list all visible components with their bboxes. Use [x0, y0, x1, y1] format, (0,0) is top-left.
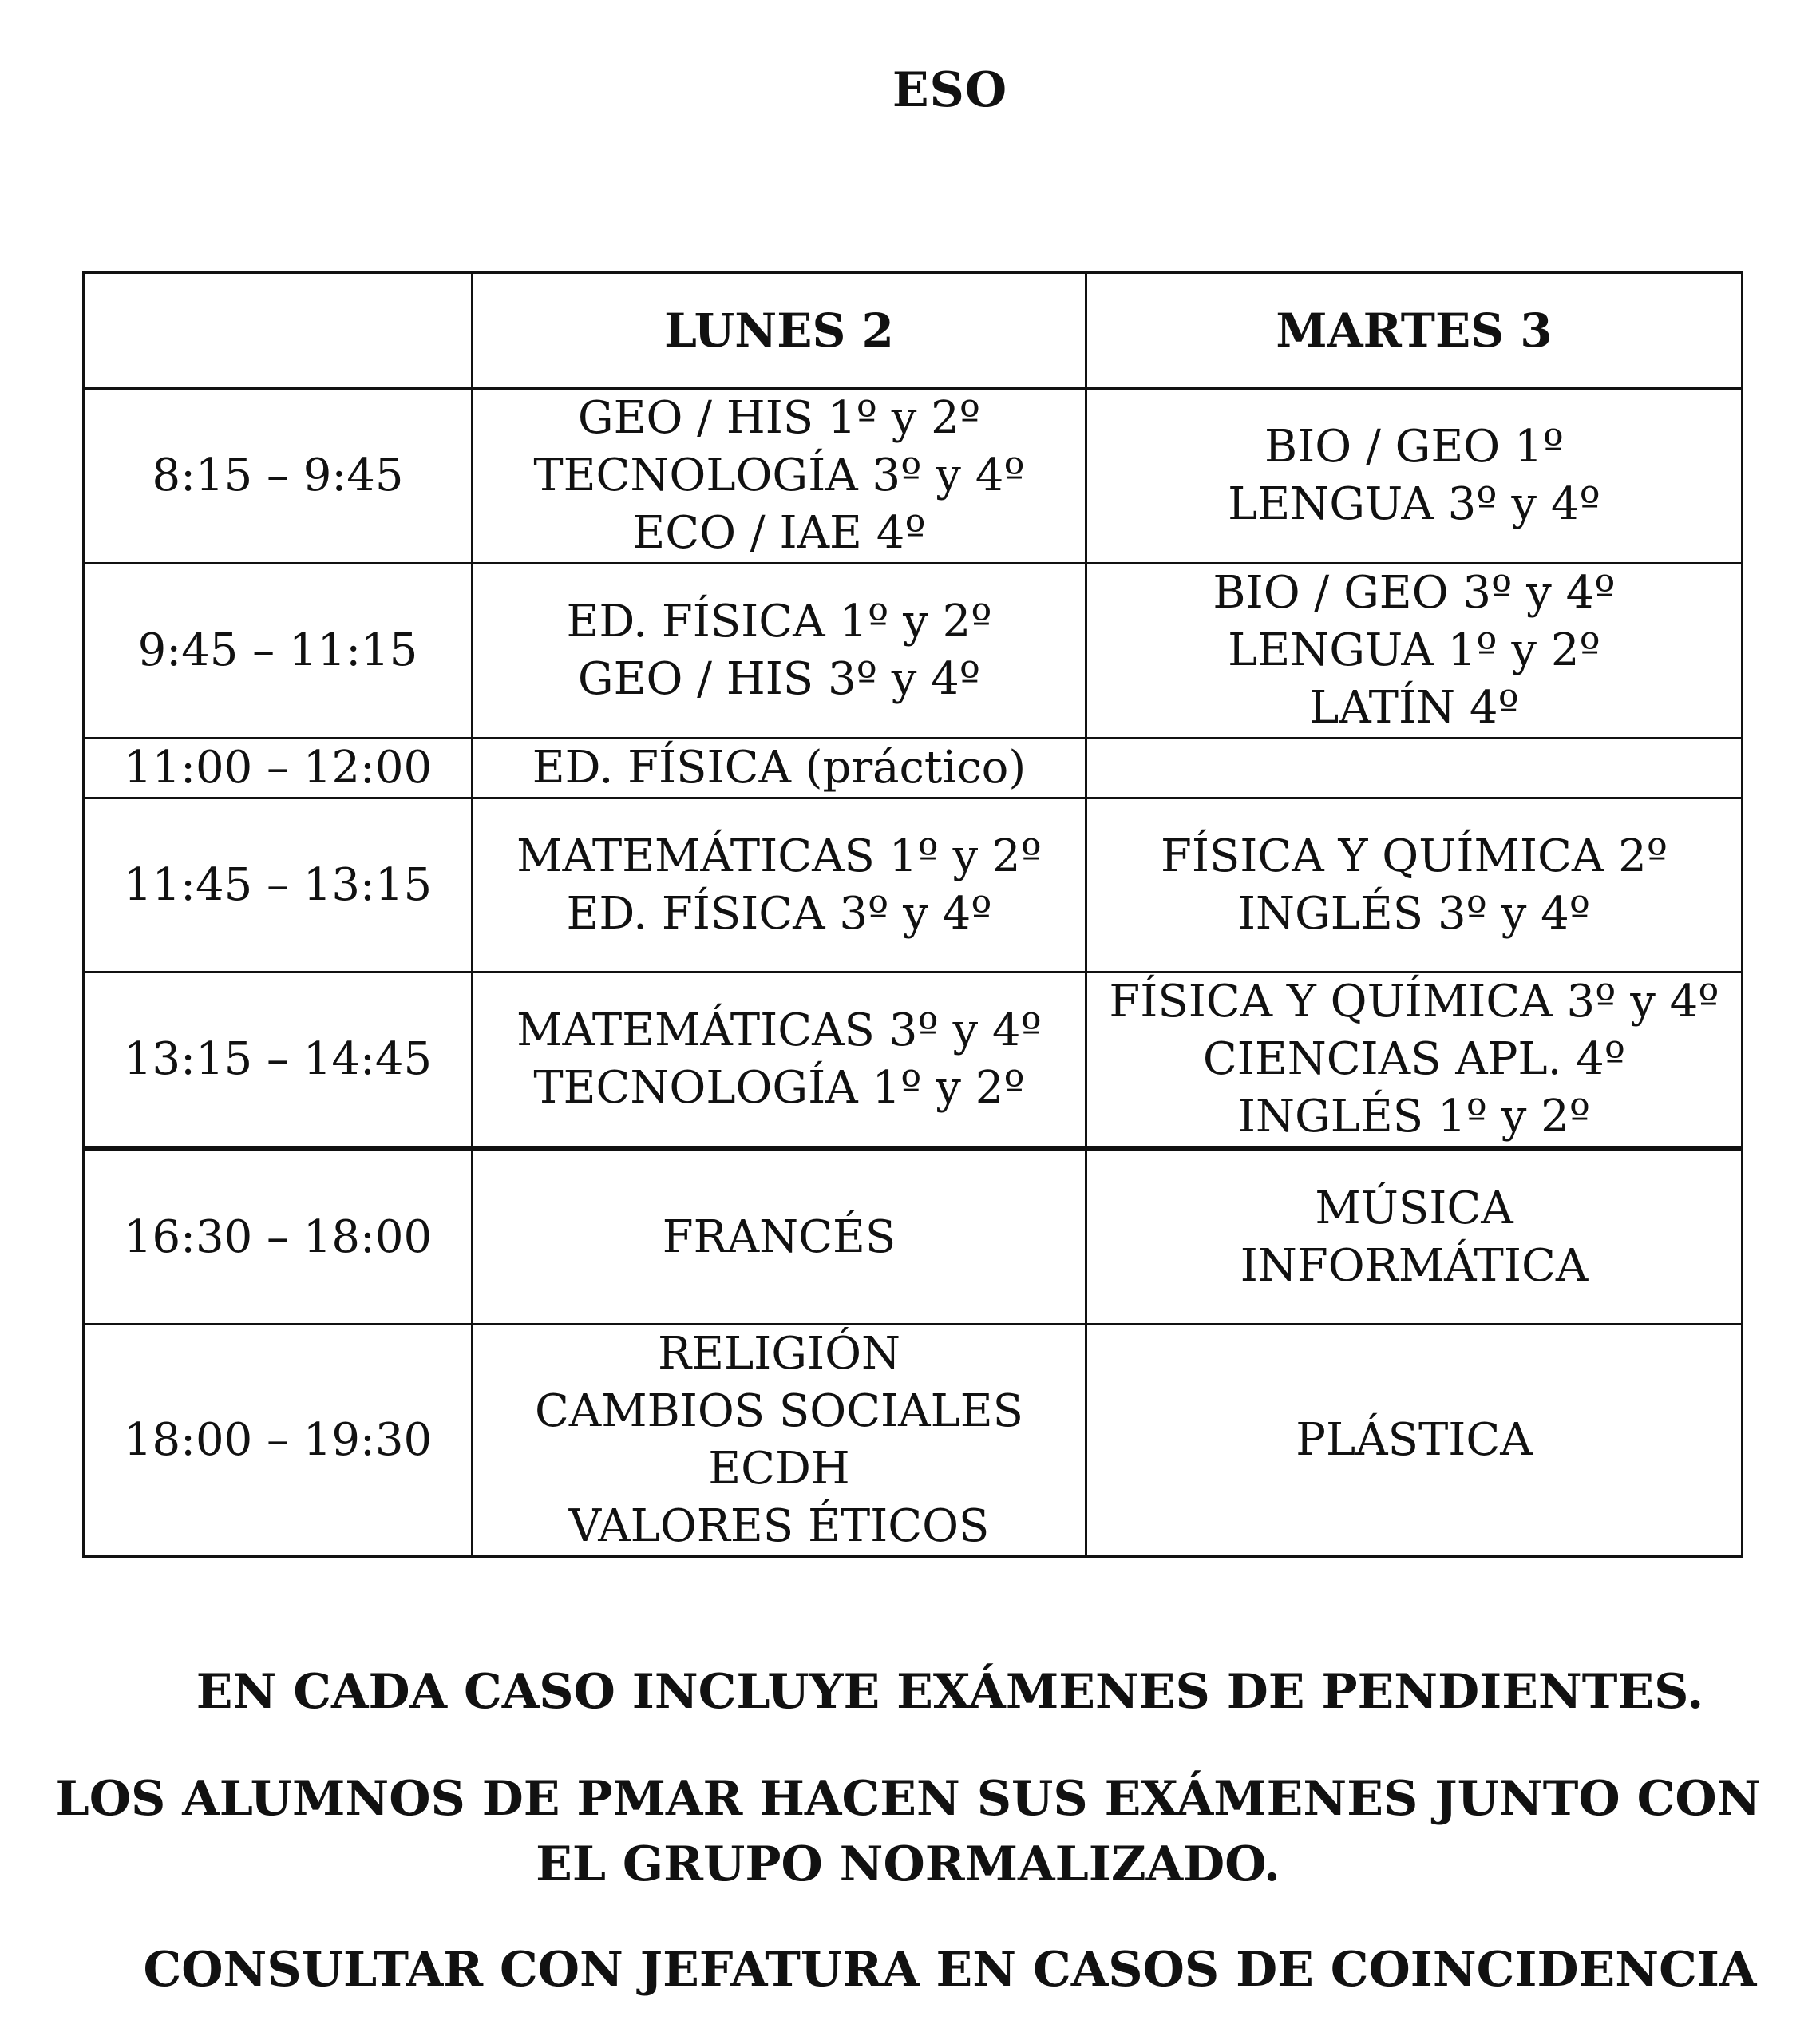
subject-line: CAMBIOS SOCIALES [534, 1385, 1024, 1437]
lunes-cell [473, 798, 1086, 972]
subject-line: BIO / GEO 3º y 4º [1213, 567, 1616, 619]
martes-cell [1086, 564, 1743, 739]
exam-schedule-table [82, 271, 1743, 1558]
table-row [84, 739, 1743, 798]
lunes-cell [473, 564, 1086, 739]
time-slot: 9:45 – 11:15 [84, 564, 473, 739]
header-martes: MARTES 3 [1086, 273, 1743, 389]
subject-line: BIO / GEO 1º [1264, 421, 1564, 473]
table-row [84, 972, 1743, 1149]
lunes-cell [473, 1325, 1086, 1557]
table-header-row [84, 273, 1743, 389]
table-row [84, 564, 1743, 739]
table-row [84, 1325, 1743, 1557]
note-jefatura: CONSULTAR CON JEFATURA EN CASOS DE COINCIDENCIA [143, 1942, 1757, 1998]
lunes-cell [473, 1149, 1086, 1325]
subject-line: LATÍN 4º [1309, 682, 1519, 734]
lunes-cell [473, 389, 1086, 564]
page-title: ESO [892, 62, 1008, 118]
time-slot: 16:30 – 18:00 [84, 1149, 473, 1325]
subject-line: FRANCÉS [662, 1210, 896, 1263]
subject-line: LENGUA 1º y 2º [1228, 624, 1600, 676]
martes-cell [1086, 972, 1743, 1149]
subject-line: MATEMÁTICAS 3º y 4º [516, 1004, 1042, 1056]
subject-line: CIENCIAS APL. 4º [1202, 1033, 1626, 1085]
subject-line: TECNOLOGÍA 3º y 4º [533, 450, 1025, 501]
subject-line: INGLÉS 1º y 2º [1237, 1091, 1591, 1143]
note-pendientes: EN CADA CASO INCLUYE EXÁMENES DE PENDIENTES. [196, 1664, 1704, 1720]
martes-cell [1086, 1149, 1743, 1325]
lunes-cell [473, 739, 1086, 798]
subject-line: INFORMÁTICA [1240, 1239, 1589, 1292]
header-time-cell [84, 273, 473, 389]
table-row [84, 1149, 1743, 1325]
martes-cell [1086, 798, 1743, 972]
martes-cell [1086, 389, 1743, 564]
subject-line: RELIGIÓN [657, 1328, 901, 1380]
time-slot: 13:15 – 14:45 [84, 972, 473, 1149]
subject-line: ED. FÍSICA (práctico) [532, 742, 1027, 794]
martes-cell [1086, 1325, 1743, 1557]
subject-line: MÚSICA [1315, 1182, 1513, 1234]
time-slot: 11:45 – 13:15 [84, 798, 473, 972]
time-slot: 11:00 – 12:00 [84, 739, 473, 798]
table-row [84, 389, 1743, 564]
subject-line: PLÁSTICA [1296, 1414, 1533, 1466]
subject-line: VALORES ÉTICOS [568, 1500, 990, 1552]
table-row [84, 798, 1743, 972]
subject-line: MATEMÁTICAS 1º y 2º [516, 830, 1042, 882]
subject-line: ED. FÍSICA 1º y 2º [566, 596, 992, 648]
lunes-cell [473, 972, 1086, 1149]
subject-line: FÍSICA Y QUÍMICA 3º y 4º [1109, 976, 1719, 1028]
subject-line: ED. FÍSICA 3º y 4º [566, 887, 992, 940]
note-pmar: LOS ALUMNOS DE PMAR HACEN SUS EXÁMENES JUNTO CON EL GRUPO NORMALIZADO. [55, 1771, 1761, 1892]
subject-line: ECDH [708, 1443, 850, 1495]
subject-line: LENGUA 3º y 4º [1228, 478, 1600, 530]
subject-line: GEO / HIS 1º y 2º [577, 392, 981, 444]
subject-line: TECNOLOGÍA 1º y 2º [533, 1062, 1025, 1114]
time-slot: 18:00 – 19:30 [84, 1325, 473, 1557]
subject-line: ECO / IAE 4º [632, 507, 926, 559]
subject-line: INGLÉS 3º y 4º [1237, 887, 1591, 940]
martes-cell-empty [1086, 739, 1743, 798]
subject-line: GEO / HIS 3º y 4º [577, 653, 981, 705]
header-lunes: LUNES 2 [473, 273, 1086, 389]
subject-line: FÍSICA Y QUÍMICA 2º [1160, 830, 1668, 882]
time-slot: 8:15 – 9:45 [84, 389, 473, 564]
